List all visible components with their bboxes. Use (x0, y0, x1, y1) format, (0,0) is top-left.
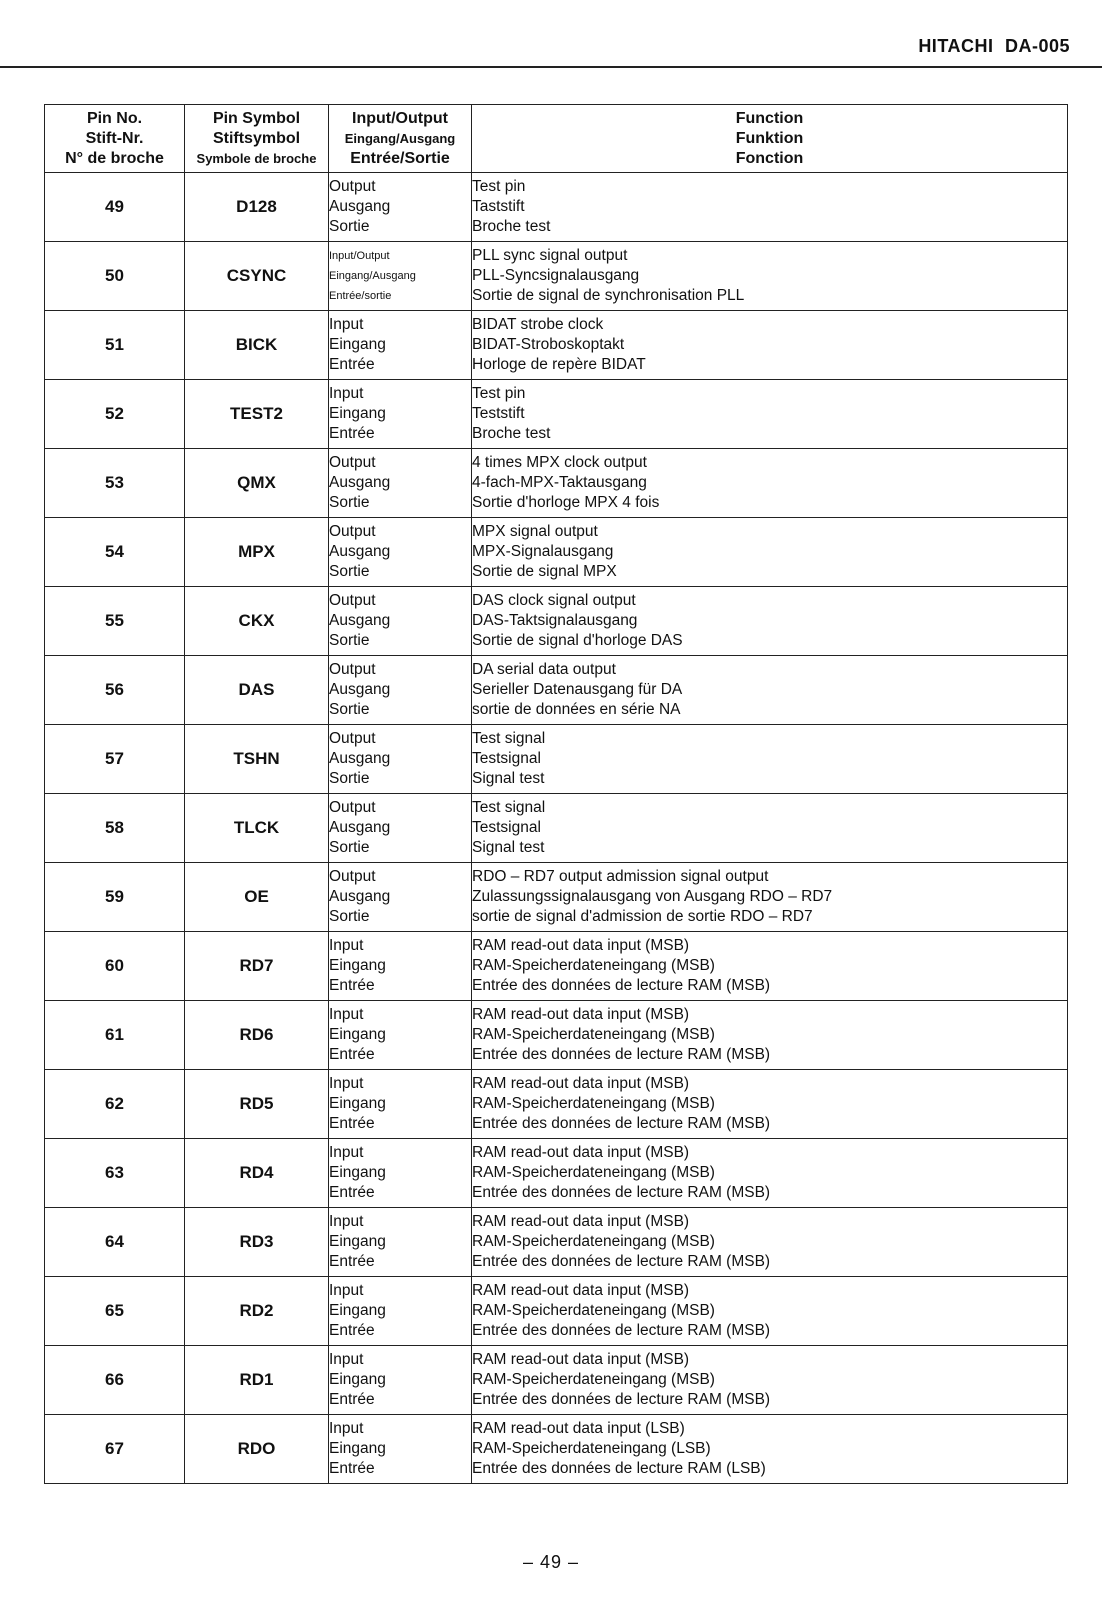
pin-number: 63 (45, 1139, 185, 1208)
table-row (45, 242, 1068, 311)
io-line: Input (329, 1213, 364, 1230)
function-line: Test pin (472, 385, 526, 402)
io-line: Sortie (329, 563, 370, 580)
function-line: RAM-Speicherdateneingang (MSB) (472, 1026, 715, 1043)
table-row (45, 656, 1068, 725)
pin-function (472, 518, 1068, 587)
header-pin-no-en: Pin No. (86, 109, 143, 127)
io-line: Entrée (329, 1184, 375, 1201)
pin-function (472, 1346, 1068, 1415)
io-line: Entrée (329, 1460, 375, 1477)
function-line: Entrée des données de lecture RAM (MSB) (472, 1115, 771, 1132)
io-line: Eingang (329, 1095, 386, 1112)
function-line: Broche test (472, 218, 551, 235)
pin-symbol: CSYNC (185, 242, 329, 311)
function-line: RAM read-out data input (MSB) (472, 1006, 690, 1023)
header-pin-symbol-fr: Symbole de broche (196, 150, 317, 166)
function-line: Sortie d'horloge MPX 4 fois (472, 494, 660, 511)
function-line: PLL sync signal output (472, 247, 628, 264)
io-line: Entrée (329, 1322, 375, 1339)
header-function-de: Funktion (735, 129, 804, 147)
function-line: Signal test (472, 839, 545, 856)
io-line: Sortie (329, 908, 370, 925)
pin-number: 60 (45, 932, 185, 1001)
pin-io (329, 1139, 472, 1208)
io-line: Entrée (329, 1046, 375, 1063)
io-line: Ausgang (329, 888, 391, 905)
pin-function (472, 380, 1068, 449)
pin-io (329, 518, 472, 587)
pin-number: 58 (45, 794, 185, 863)
function-line: Signal test (472, 770, 545, 787)
function-line: Horloge de repère BIDAT (472, 356, 646, 373)
pin-function (472, 932, 1068, 1001)
table-row (45, 932, 1068, 1001)
pin-io (329, 1346, 472, 1415)
function-line: Zulassungssignalausgang von Ausgang RDO – RD7 (472, 888, 833, 905)
function-line: RAM-Speicherdateneingang (LSB) (472, 1440, 711, 1457)
pin-function (472, 1139, 1068, 1208)
function-line: RAM-Speicherdateneingang (MSB) (472, 1371, 715, 1388)
io-line: Entrée (329, 425, 375, 442)
io-line: Entrée/sortie (329, 290, 392, 302)
io-line: Eingang (329, 1164, 386, 1181)
header-pin-symbol-de: Stiftsymbol (212, 129, 301, 147)
function-line: Sortie de signal d'horloge DAS (472, 632, 683, 649)
function-line: sortie de données en série NA (472, 701, 681, 718)
table-row (45, 1346, 1068, 1415)
header-pin-no-fr: N° de broche (65, 149, 164, 167)
header-function-fr: Fonction (735, 149, 804, 167)
header-pin-no (45, 105, 185, 173)
pin-io (329, 173, 472, 242)
table-row (45, 863, 1068, 932)
io-line: Output (329, 454, 376, 471)
function-line: Entrée des données de lecture RAM (MSB) (472, 1046, 771, 1063)
io-line: Output (329, 178, 376, 195)
pin-io (329, 725, 472, 794)
table-row (45, 794, 1068, 863)
page-number: – 49 – (522, 1552, 580, 1572)
io-line: Ausgang (329, 819, 391, 836)
pin-number: 55 (45, 587, 185, 656)
function-line: RAM read-out data input (LSB) (472, 1420, 685, 1437)
pin-number: 53 (45, 449, 185, 518)
io-line: Ausgang (329, 681, 391, 698)
header-pin-no-de: Stift-Nr. (85, 129, 144, 147)
pin-io (329, 1415, 472, 1484)
io-line: Sortie (329, 839, 370, 856)
pin-function (472, 1277, 1068, 1346)
io-line: Sortie (329, 632, 370, 649)
pin-symbol: RD6 (185, 1001, 329, 1070)
pin-symbol: QMX (185, 449, 329, 518)
io-line: Ausgang (329, 750, 391, 767)
pin-function (472, 725, 1068, 794)
io-line: Output (329, 523, 376, 540)
function-line: Taststift (472, 198, 525, 215)
pin-number: 59 (45, 863, 185, 932)
pin-symbol: RD5 (185, 1070, 329, 1139)
function-line: Entrée des données de lecture RAM (MSB) (472, 1322, 771, 1339)
pin-function (472, 587, 1068, 656)
function-line: 4 times MPX clock output (472, 454, 647, 471)
io-line: Sortie (329, 218, 370, 235)
function-line: Test signal (472, 730, 546, 747)
pin-symbol: MPX (185, 518, 329, 587)
function-line: Entrée des données de lecture RAM (MSB) (472, 1253, 771, 1270)
io-line: Eingang (329, 1440, 386, 1457)
io-line: Eingang (329, 405, 386, 422)
pin-function (472, 1415, 1068, 1484)
pin-number: 49 (45, 173, 185, 242)
pin-symbol: TLCK (185, 794, 329, 863)
pin-number: 57 (45, 725, 185, 794)
pin-symbol: RD2 (185, 1277, 329, 1346)
io-line: Entrée (329, 977, 375, 994)
pin-number: 61 (45, 1001, 185, 1070)
io-line: Input (329, 1282, 364, 1299)
pin-symbol: RD7 (185, 932, 329, 1001)
pin-io (329, 932, 472, 1001)
io-line: Sortie (329, 701, 370, 718)
pin-function (472, 173, 1068, 242)
table-row (45, 449, 1068, 518)
table-row (45, 173, 1068, 242)
table-row (45, 1277, 1068, 1346)
table-row (45, 587, 1068, 656)
pin-function (472, 242, 1068, 311)
pin-io (329, 587, 472, 656)
pin-number: 56 (45, 656, 185, 725)
table-row (45, 1001, 1068, 1070)
pin-io (329, 1208, 472, 1277)
io-line: Ausgang (329, 612, 391, 629)
io-line: Eingang (329, 1233, 386, 1250)
table-row (45, 1415, 1068, 1484)
pin-io (329, 242, 472, 311)
pin-number: 66 (45, 1346, 185, 1415)
pin-symbol: BICK (185, 311, 329, 380)
document-title: HITACHI DA-005 (918, 36, 1070, 56)
function-line: RAM-Speicherdateneingang (MSB) (472, 1302, 715, 1319)
function-line: RDO – RD7 output admission signal output (472, 868, 769, 885)
io-line: Entrée (329, 356, 375, 373)
io-line: Ausgang (329, 543, 391, 560)
io-line: Eingang/Ausgang (329, 270, 416, 282)
io-line: Entrée (329, 1391, 375, 1408)
table-body (45, 173, 1068, 1484)
io-line: Eingang (329, 1371, 386, 1388)
function-line: Serieller Datenausgang für DA (472, 681, 683, 698)
function-line: DAS clock signal output (472, 592, 636, 609)
io-line: Ausgang (329, 198, 391, 215)
function-line: DAS-Taktsignalausgang (472, 612, 638, 629)
io-line: Input (329, 385, 364, 402)
pin-function (472, 863, 1068, 932)
pin-symbol: CKX (185, 587, 329, 656)
pin-symbol: OE (185, 863, 329, 932)
pin-number: 65 (45, 1277, 185, 1346)
table-row (45, 1070, 1068, 1139)
pin-symbol: RD3 (185, 1208, 329, 1277)
io-line: Eingang (329, 336, 386, 353)
function-line: Entrée des données de lecture RAM (MSB) (472, 977, 771, 994)
io-line: Eingang (329, 1026, 386, 1043)
function-line: BIDAT-Stroboskoptakt (472, 336, 625, 353)
function-line: Testsignal (472, 819, 541, 836)
io-line: Input (329, 937, 364, 954)
pin-io (329, 863, 472, 932)
function-line: Entrée des données de lecture RAM (MSB) (472, 1391, 771, 1408)
function-line: Entrée des données de lecture RAM (MSB) (472, 1184, 771, 1201)
pin-function (472, 656, 1068, 725)
table-row (45, 725, 1068, 794)
function-line: RAM read-out data input (MSB) (472, 1282, 690, 1299)
pin-number: 64 (45, 1208, 185, 1277)
header-io (329, 105, 472, 173)
function-line: RAM-Speicherdateneingang (MSB) (472, 1233, 715, 1250)
pin-function (472, 794, 1068, 863)
io-line: Output (329, 592, 376, 609)
function-line: RAM-Speicherdateneingang (MSB) (472, 957, 715, 974)
pin-function (472, 1070, 1068, 1139)
function-line: RAM read-out data input (MSB) (472, 937, 690, 954)
function-line: MPX-Signalausgang (472, 543, 614, 560)
function-line: Teststift (472, 405, 525, 422)
pin-symbol: DAS (185, 656, 329, 725)
function-line: RAM read-out data input (MSB) (472, 1075, 690, 1092)
io-line: Output (329, 868, 376, 885)
pin-io (329, 380, 472, 449)
io-line: Sortie (329, 494, 370, 511)
io-line: Input (329, 1420, 364, 1437)
io-line: Input (329, 1351, 364, 1368)
io-line: Input (329, 1075, 364, 1092)
table-row (45, 1139, 1068, 1208)
pin-io (329, 1277, 472, 1346)
function-line: Test signal (472, 799, 546, 816)
io-line: Sortie (329, 770, 370, 787)
header-function (472, 105, 1068, 173)
function-line: RAM-Speicherdateneingang (MSB) (472, 1095, 715, 1112)
pin-function (472, 449, 1068, 518)
table-row (45, 518, 1068, 587)
io-line: Eingang (329, 1302, 386, 1319)
io-line: Ausgang (329, 474, 391, 491)
function-line: RAM read-out data input (MSB) (472, 1144, 690, 1161)
pin-io (329, 449, 472, 518)
pin-function (472, 1001, 1068, 1070)
pin-io (329, 794, 472, 863)
function-line: Test pin (472, 178, 526, 195)
header-io-de: Eingang/Ausgang (344, 130, 456, 146)
table-row (45, 380, 1068, 449)
function-line: Sortie de signal MPX (472, 563, 617, 580)
function-line: PLL-Syncsignalausgang (472, 267, 640, 284)
header-io-fr: Entrée/Sortie (350, 149, 450, 167)
pin-io (329, 311, 472, 380)
pin-number: 67 (45, 1415, 185, 1484)
pin-io (329, 656, 472, 725)
io-line: Output (329, 730, 376, 747)
io-line: Entrée (329, 1253, 375, 1270)
header-function-en: Function (735, 109, 804, 127)
io-line: Input (329, 1144, 364, 1161)
header-io-en: Input/Output (352, 109, 448, 127)
function-line: sortie de signal d'admission de sortie RDO – RD7 (472, 908, 813, 925)
pin-function (472, 1208, 1068, 1277)
function-line: RAM read-out data input (MSB) (472, 1213, 690, 1230)
function-line: Sortie de signal de synchronisation PLL (472, 287, 745, 304)
function-line: Broche test (472, 425, 551, 442)
pin-symbol: RDO (185, 1415, 329, 1484)
io-line: Eingang (329, 957, 386, 974)
function-line: BIDAT strobe clock (472, 316, 604, 333)
function-line: MPX signal output (472, 523, 598, 540)
pin-number: 54 (45, 518, 185, 587)
function-line: 4-fach-MPX-Taktausgang (472, 474, 647, 491)
pin-symbol: RD4 (185, 1139, 329, 1208)
pin-number: 52 (45, 380, 185, 449)
function-line: RAM read-out data input (MSB) (472, 1351, 690, 1368)
pin-function (472, 311, 1068, 380)
pin-number: 51 (45, 311, 185, 380)
page-header (0, 32, 1102, 68)
function-line: DA serial data output (472, 661, 616, 678)
io-line: Input (329, 316, 364, 333)
function-line: RAM-Speicherdateneingang (MSB) (472, 1164, 715, 1181)
pin-io (329, 1001, 472, 1070)
pin-symbol: TSHN (185, 725, 329, 794)
pin-symbol: TEST2 (185, 380, 329, 449)
table-row (45, 311, 1068, 380)
table-header-row (45, 105, 1068, 173)
io-line: Output (329, 661, 376, 678)
io-line: Output (329, 799, 376, 816)
pin-symbol: D128 (185, 173, 329, 242)
pin-number: 50 (45, 242, 185, 311)
header-pin-symbol-en: Pin Symbol (212, 109, 301, 127)
io-line: Entrée (329, 1115, 375, 1132)
io-line: Input/Output (329, 250, 390, 262)
table-row (45, 1208, 1068, 1277)
pin-number: 62 (45, 1070, 185, 1139)
pin-symbol: RD1 (185, 1346, 329, 1415)
pin-function-table (44, 104, 1068, 1484)
function-line: Testsignal (472, 750, 541, 767)
io-line: Input (329, 1006, 364, 1023)
header-pin-symbol (185, 105, 329, 173)
function-line: Entrée des données de lecture RAM (LSB) (472, 1460, 766, 1477)
pin-io (329, 1070, 472, 1139)
